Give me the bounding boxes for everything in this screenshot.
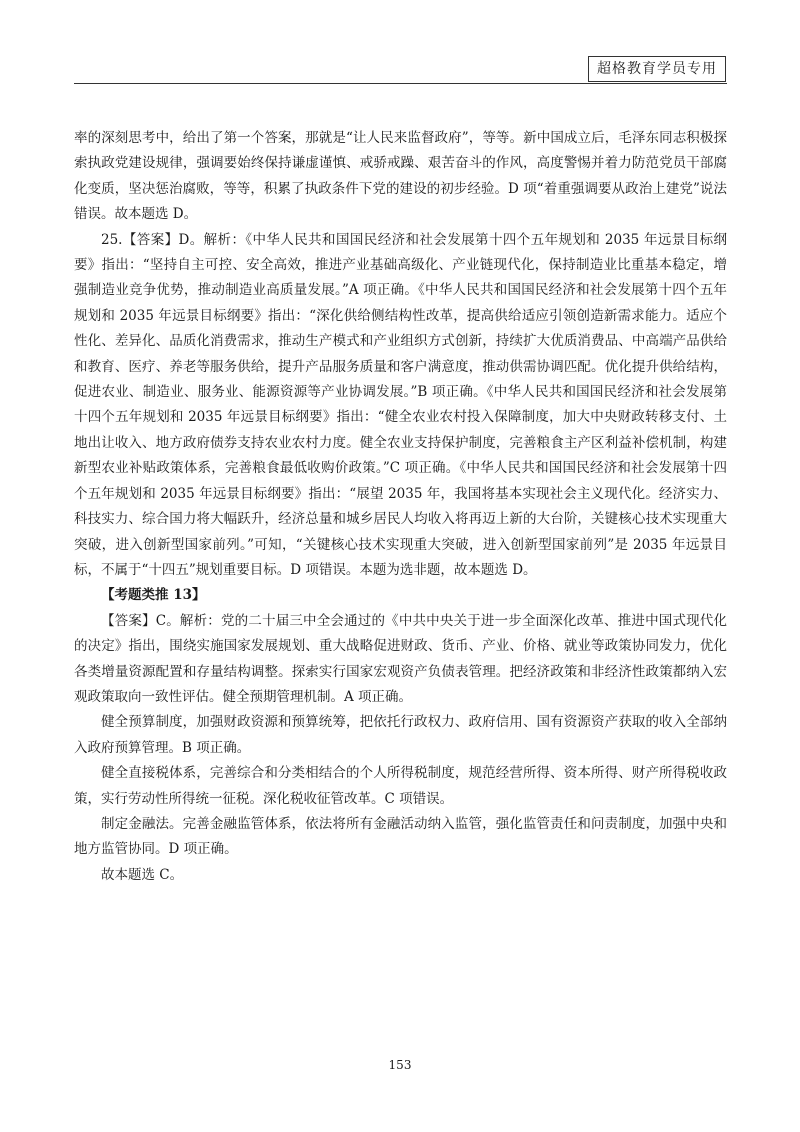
section-title: 【考题类推 13】	[101, 587, 206, 604]
paragraph-d: 制定金融法。完善金融监管体系，依法将所有金融活动纳入监管，强化监管责任和问责制度，加强中央和地方监管协同。D 项正确。	[74, 815, 727, 858]
paragraph-c: 健全直接税体系，完善综合和分类相结合的个人所得税制度，规范经营所得、资本所得、财产所得税收政策，实行劳动性所得统一征税。深化税收征管改革。C 项错误。	[74, 765, 727, 807]
header-tag: 超格教育学员专用	[588, 56, 726, 82]
paragraph-conclusion: 故本题选 C。	[101, 866, 184, 883]
paragraph-answer-13: 【答案】C。解析：党的二十届三中全会通过的《中共中央关于进一步全面深化改革、推进中国式现代化的决定》指出，围绕实施国家发展规划、重大战略促进财政、货币、产业、价格、就业等政策协同发力，优化各类增量资源配置和存量结构调整。探索实行国家宏观资产负债表管理。把经济政策和非经济性政策都纳入宏观政策取向一致性评估。健全预期管理机制。A 项正确。	[74, 612, 727, 705]
paragraph-b: 健全预算制度，加强财政资源和预算统筹，把依托行政权力、政府信用、国有资源资产获取的收入全部纳入政府预算管理。B 项正确。	[74, 714, 727, 756]
paragraph-answer-25: 25.【答案】D。解析：《中华人民共和国国民经济和社会发展第十四个五年规划和 2035 年远景目标纲要》指出：“坚持自主可控、安全高效，推进产业基础高级化、产业链现代化，保持制造业比重基本稳定，增强制造业竞争优势，推动制造业高质量发展。”A 项正确。《中华人民共和国国民经济和社会发展第十四个五年规划和 2035 年远景目标纲要》指出：“深化供给侧结构性改革，提高供给适应引领创造新需求能力。适应个性化、差异化、品质化消费需求，推动生产模式和产业组织方式创新，持续扩大优质消费品、中高端产品供给和教育、医疗、养老等服务供给，提升产品服务质量和客户满意度，推动供需协调匹配。优化提升供给结构，促进农业、制造业、服务业、能源资源等产业协调发展。”B 项正确。《中华人民共和国国民经济和社会发展第十四个五年规划和 2035 年远景目标纲要》指出：“健全农业农村投入保障制度，加大中央财政转移支付、土地出让收入、地方政府债券支持农业农村力度。健全农业支持保护制度，完善粮食主产区利益补偿机制，构建新型农业补贴政策体系，完善粮食最低收购价政策。”C 项正确。《中华人民共和国国民经济和社会发展第十四个五年规划和 2035 年远景目标纲要》指出：“展望 2035 年，我国将基本实现社会主义现代化。经济实力、科技实力、综合国力将大幅跃升，经济总量和城乡居民人均收入将再迈上新的大台阶，关键核心技术实现重大突破，进入创新型国家前列。”可知，“关键核心技术实现重大突破，进入创新型国家前列”是 2035 年远景目标，不属于“十四五”规划重要目标。D 项错误。本题为选非题，故本题选 D。	[74, 231, 727, 578]
document-body	[74, 126, 727, 888]
paragraph-continuation: 率的深刻思考中，给出了第一个答案，那就是“让人民来监督政府”，等等。新中国成立后，毛泽东同志积极探索执政党建设规律，强调要始终保持谦虚谨慎、戒骄戒躁、艰苦奋斗的作风，高度警惕并着力防范党员干部腐化变质，坚决惩治腐败，等等，积累了执政条件下党的建设的初步经验。D 项“着重强调要从政治上建党”说法错误。故本题选 D。	[74, 130, 727, 223]
page-number: 153	[388, 1058, 412, 1072]
header-divider	[74, 83, 727, 84]
